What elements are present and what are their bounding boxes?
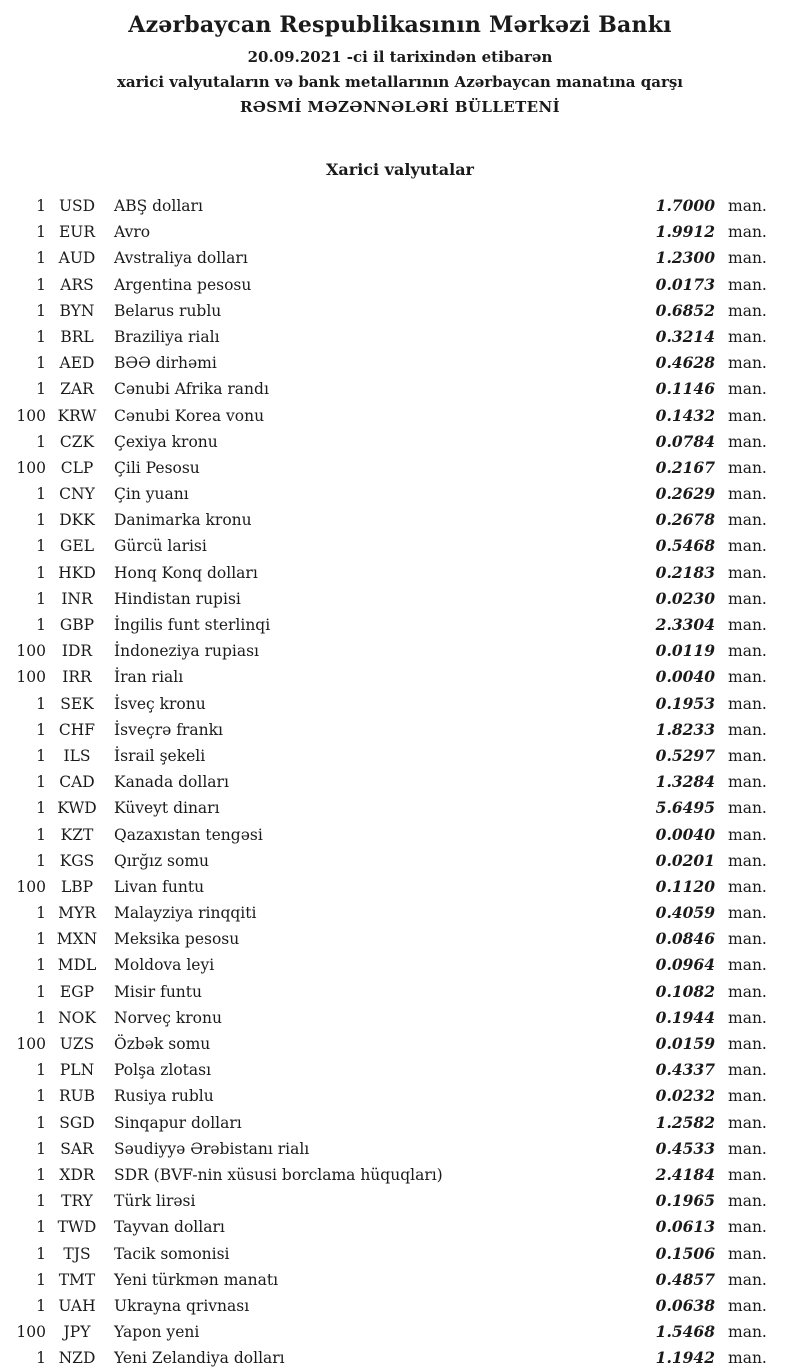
row-currency-name: Livan funtu xyxy=(114,877,205,896)
row-currency-code: CAD xyxy=(59,773,95,792)
row-unit-label: man. xyxy=(728,1008,767,1027)
row-unit-label: man. xyxy=(728,930,767,949)
row-currency-name: İndoneziya rupiası xyxy=(114,642,259,661)
row-quantity: 1 xyxy=(36,851,46,870)
table-row xyxy=(0,874,800,900)
row-unit-label: man. xyxy=(728,1139,767,1158)
row-rate-value: 0.6852 xyxy=(655,300,715,320)
row-quantity: 1 xyxy=(36,1270,46,1289)
row-rate-value: 0.0119 xyxy=(655,641,715,661)
table-row xyxy=(0,769,800,795)
row-unit-label: man. xyxy=(728,1192,767,1211)
row-currency-name: Belarus rublu xyxy=(114,301,222,320)
row-unit-label: man. xyxy=(728,746,767,765)
row-currency-code: LBP xyxy=(60,877,94,896)
row-currency-name: Səudiyyə Ərəbistanı rialı xyxy=(114,1139,310,1158)
row-unit-label: man. xyxy=(728,563,767,582)
row-currency-code: TWD xyxy=(57,1218,97,1237)
row-currency-code: ZAR xyxy=(60,380,94,399)
row-currency-code: ARS xyxy=(60,275,94,294)
table-row xyxy=(0,743,800,769)
row-unit-label: man. xyxy=(728,301,767,320)
row-quantity: 1 xyxy=(36,537,46,556)
row-currency-name: Moldova leyi xyxy=(114,956,215,975)
row-currency-name: İngilis funt sterlinqi xyxy=(114,616,271,634)
row-rate-value: 1.9912 xyxy=(655,222,715,242)
row-currency-code: CNY xyxy=(59,485,95,504)
table-row xyxy=(0,952,800,978)
row-currency-name: İsveçrə frankı xyxy=(114,720,223,739)
row-currency-name: SDR (BVF-nin xüsusi borclama hüquqları) xyxy=(114,1165,443,1184)
row-rate-value: 0.1432 xyxy=(655,405,715,425)
table-row xyxy=(0,638,800,664)
table-row xyxy=(0,822,800,848)
table-row xyxy=(0,1319,800,1345)
row-quantity: 1 xyxy=(36,1113,46,1132)
row-currency-name: Danimarka kronu xyxy=(114,511,252,530)
row-rate-value: 0.0159 xyxy=(655,1034,715,1053)
row-currency-name: Kanada dolları xyxy=(114,773,229,792)
row-quantity: 100 xyxy=(16,458,46,477)
row-unit-label: man. xyxy=(728,432,767,451)
row-currency-name: Misir funtu xyxy=(114,982,202,1001)
row-unit-label: man. xyxy=(728,485,767,504)
row-rate-value: 0.2629 xyxy=(655,484,715,504)
row-quantity: 1 xyxy=(36,1139,46,1158)
table-row xyxy=(0,1083,800,1109)
row-unit-label: man. xyxy=(728,877,767,896)
row-currency-name: Malayziya rinqqiti xyxy=(114,904,257,923)
row-unit-label: man. xyxy=(728,380,767,399)
row-currency-code: MDL xyxy=(57,956,97,975)
table-row xyxy=(0,612,800,638)
row-currency-code: TJS xyxy=(63,1244,91,1263)
table-row xyxy=(0,507,800,533)
row-quantity: 1 xyxy=(36,930,46,949)
row-rate-value: 1.7000 xyxy=(655,196,715,215)
row-quantity: 1 xyxy=(36,327,46,346)
row-quantity: 1 xyxy=(36,1192,46,1211)
row-quantity: 1 xyxy=(36,432,46,451)
row-currency-code: KRW xyxy=(57,406,97,425)
row-quantity: 1 xyxy=(36,1087,46,1106)
row-quantity: 1 xyxy=(36,249,46,268)
row-unit-label: man. xyxy=(728,642,767,661)
table-row xyxy=(0,691,800,717)
table-row xyxy=(0,455,800,481)
row-rate-value: 2.3304 xyxy=(655,615,715,634)
row-quantity: 100 xyxy=(16,406,46,425)
row-currency-code: XDR xyxy=(59,1165,95,1184)
row-unit-label: man. xyxy=(728,904,767,923)
row-currency-code: UAH xyxy=(58,1296,96,1315)
row-unit-label: man. xyxy=(728,1349,767,1368)
row-currency-name: Çin yuanı xyxy=(114,485,189,504)
table-row xyxy=(0,1267,800,1293)
row-currency-name: Norveç kronu xyxy=(114,1008,222,1027)
row-currency-code: INR xyxy=(61,589,93,608)
row-quantity: 1 xyxy=(36,380,46,399)
row-rate-value: 0.3214 xyxy=(655,326,715,346)
row-currency-code: RUB xyxy=(58,1087,96,1106)
row-currency-name: Çexiya kronu xyxy=(114,432,218,451)
row-quantity: 1 xyxy=(36,275,46,294)
row-quantity: 100 xyxy=(16,1323,46,1342)
row-quantity: 1 xyxy=(36,720,46,739)
row-rate-value: 2.4184 xyxy=(655,1164,715,1184)
table-row xyxy=(0,1031,800,1057)
row-currency-name: Yeni türkmən manatı xyxy=(114,1270,279,1289)
row-currency-name: Yapon yeni xyxy=(114,1323,200,1342)
table-row xyxy=(0,1293,800,1319)
row-rate-value: 0.1953 xyxy=(655,693,715,713)
scope-line: xarici valyutaların və bank metallarının Azərbaycan manatına qarşı xyxy=(116,73,684,91)
row-currency-code: BRL xyxy=(60,327,94,346)
row-unit-label: man. xyxy=(728,1218,767,1237)
row-unit-label: man. xyxy=(728,1061,767,1080)
table-row xyxy=(0,795,800,821)
table-row xyxy=(0,1057,800,1083)
row-currency-name: Yeni Zelandiya dolları xyxy=(114,1349,285,1368)
row-unit-label: man. xyxy=(728,406,767,425)
row-unit-label: man. xyxy=(728,1087,767,1106)
row-rate-value: 0.0173 xyxy=(655,274,715,294)
row-currency-name: Türk lirəsi xyxy=(114,1192,196,1211)
row-rate-value: 1.2300 xyxy=(655,248,715,268)
row-currency-name: Argentina pesosu xyxy=(114,275,252,294)
row-rate-value: 0.0232 xyxy=(655,1086,715,1106)
table-row xyxy=(0,193,800,219)
row-currency-code: CZK xyxy=(59,432,95,451)
table-row xyxy=(0,1110,800,1136)
row-currency-code: SGD xyxy=(59,1113,95,1132)
row-rate-value: 0.4857 xyxy=(655,1269,715,1289)
table-row xyxy=(0,429,800,455)
row-currency-name: Sinqapur dolları xyxy=(114,1113,242,1132)
row-rate-value: 0.1082 xyxy=(655,981,715,1001)
row-currency-name: Meksika pesosu xyxy=(114,930,240,949)
row-currency-name: İsrail şekeli xyxy=(114,746,206,765)
row-currency-code: USD xyxy=(58,197,96,215)
row-currency-code: TRY xyxy=(61,1192,93,1211)
row-quantity: 1 xyxy=(36,616,46,634)
row-currency-code: CHF xyxy=(58,720,96,739)
bulletin-title-line: RƏSMİ MƏZƏNNƏLƏRİ BÜLLETENİ xyxy=(239,98,561,116)
row-currency-code: MYR xyxy=(58,904,96,923)
row-rate-value: 0.5297 xyxy=(655,745,715,765)
row-unit-label: man. xyxy=(728,799,767,818)
table-row xyxy=(0,298,800,324)
row-quantity: 1 xyxy=(36,1244,46,1263)
row-currency-code: HKD xyxy=(58,563,96,582)
page-title: Azərbaycan Respublikasının Mərkəzi Bankı xyxy=(128,12,672,38)
row-currency-code: GEL xyxy=(60,537,94,556)
row-currency-code: NOK xyxy=(58,1008,96,1027)
effective-date-line: 20.09.2021 -ci il tarixindən etibarən xyxy=(247,48,553,66)
table-row xyxy=(0,1345,800,1371)
row-rate-value: 0.4337 xyxy=(655,1060,715,1080)
row-currency-code: MXN xyxy=(56,930,98,949)
row-currency-name: Honq Konq dolları xyxy=(114,563,258,582)
row-currency-code: EGP xyxy=(59,982,95,1001)
row-rate-value: 0.0613 xyxy=(655,1217,715,1237)
table-row xyxy=(0,245,800,271)
row-quantity: 100 xyxy=(16,668,46,687)
row-currency-code: EUR xyxy=(58,223,96,242)
row-currency-name: Tayvan dolları xyxy=(114,1218,225,1237)
row-rate-value: 1.8233 xyxy=(655,719,715,739)
row-rate-value: 0.2167 xyxy=(655,457,715,477)
table-row xyxy=(0,926,800,952)
row-unit-label: man. xyxy=(728,275,767,294)
row-unit-label: man. xyxy=(728,616,767,634)
row-quantity: 1 xyxy=(36,694,46,713)
row-quantity: 1 xyxy=(36,1165,46,1184)
row-rate-value: 1.1942 xyxy=(655,1348,715,1368)
row-currency-name: Qırğız somu xyxy=(114,851,210,870)
row-currency-code: NZD xyxy=(58,1349,96,1368)
row-currency-name: Cənubi Afrika randı xyxy=(114,380,269,399)
row-rate-value: 0.2678 xyxy=(655,510,715,530)
row-currency-name: Özbək somu xyxy=(114,1035,211,1053)
row-currency-name: Avro xyxy=(114,223,151,242)
table-row xyxy=(0,848,800,874)
row-quantity: 1 xyxy=(36,982,46,1001)
row-quantity: 100 xyxy=(16,1035,46,1053)
section-title-foreign-currencies: Xarici valyutalar xyxy=(326,160,474,179)
row-currency-code: TMT xyxy=(58,1270,96,1289)
table-row xyxy=(0,272,800,298)
row-unit-label: man. xyxy=(728,537,767,556)
row-rate-value: 0.4533 xyxy=(655,1138,715,1158)
row-unit-label: man. xyxy=(728,773,767,792)
row-currency-name: İsveç kronu xyxy=(114,694,206,713)
row-currency-name: BƏƏ dirhəmi xyxy=(114,354,217,373)
row-rate-value: 0.2183 xyxy=(655,562,715,582)
row-rate-value: 5.6495 xyxy=(655,798,715,818)
row-currency-name: Ukrayna qrivnası xyxy=(114,1296,250,1315)
table-row xyxy=(0,717,800,743)
row-unit-label: man. xyxy=(728,1113,767,1132)
row-currency-code: KWD xyxy=(57,799,97,818)
table-row xyxy=(0,560,800,586)
row-unit-label: man. xyxy=(728,1035,767,1053)
row-currency-code: JPY xyxy=(63,1323,91,1342)
table-row xyxy=(0,1241,800,1267)
row-unit-label: man. xyxy=(728,458,767,477)
row-currency-code: PLN xyxy=(59,1061,95,1080)
row-unit-label: man. xyxy=(728,1270,767,1289)
row-currency-name: Tacik somonisi xyxy=(114,1244,230,1263)
row-unit-label: man. xyxy=(728,956,767,975)
table-row xyxy=(0,979,800,1005)
table-row xyxy=(0,350,800,376)
row-rate-value: 1.5468 xyxy=(655,1322,715,1342)
row-unit-label: man. xyxy=(728,1244,767,1263)
row-currency-code: KZT xyxy=(60,825,94,844)
table-row xyxy=(0,219,800,245)
row-rate-value: 0.0230 xyxy=(655,588,715,608)
row-currency-name: Braziliya rialı xyxy=(114,327,220,346)
row-currency-code: ILS xyxy=(63,746,91,765)
row-currency-code: CLP xyxy=(60,458,94,477)
row-quantity: 1 xyxy=(36,1296,46,1315)
row-quantity: 1 xyxy=(36,1218,46,1237)
row-currency-name: Küveyt dinarı xyxy=(114,799,220,818)
table-row xyxy=(0,664,800,690)
row-currency-code: DKK xyxy=(59,511,95,530)
row-unit-label: man. xyxy=(728,851,767,870)
table-row xyxy=(0,586,800,612)
row-unit-label: man. xyxy=(728,668,767,687)
row-rate-value: 0.0201 xyxy=(655,850,715,870)
row-unit-label: man. xyxy=(728,223,767,242)
row-unit-label: man. xyxy=(728,1323,767,1342)
row-currency-name: İran rialı xyxy=(114,668,184,687)
row-rate-value: 0.1146 xyxy=(655,379,715,399)
row-rate-value: 0.1944 xyxy=(655,1007,715,1027)
table-row xyxy=(0,1162,800,1188)
row-currency-name: Rusiya rublu xyxy=(114,1087,214,1106)
row-unit-label: man. xyxy=(728,511,767,530)
row-quantity: 1 xyxy=(36,1061,46,1080)
row-quantity: 1 xyxy=(36,825,46,844)
row-quantity: 1 xyxy=(36,589,46,608)
row-currency-name: Cənubi Korea vonu xyxy=(114,406,265,425)
row-currency-name: Çili Pesosu xyxy=(114,458,200,477)
table-row xyxy=(0,900,800,926)
row-quantity: 1 xyxy=(36,773,46,792)
row-unit-label: man. xyxy=(728,197,767,215)
table-row xyxy=(0,324,800,350)
row-quantity: 1 xyxy=(36,223,46,242)
row-currency-name: Qazaxıstan tengəsi xyxy=(114,825,263,844)
row-unit-label: man. xyxy=(728,825,767,844)
row-currency-name: Hindistan rupisi xyxy=(114,589,241,608)
table-row xyxy=(0,1214,800,1240)
row-unit-label: man. xyxy=(728,720,767,739)
table-row xyxy=(0,481,800,507)
row-rate-value: 1.2582 xyxy=(655,1112,715,1132)
row-currency-code: IRR xyxy=(62,668,92,687)
table-row xyxy=(0,376,800,402)
row-rate-value: 0.0846 xyxy=(655,929,715,949)
row-quantity: 1 xyxy=(36,956,46,975)
row-rate-value: 0.1965 xyxy=(655,1191,715,1211)
table-row xyxy=(0,1188,800,1214)
row-rate-value: 1.3284 xyxy=(655,772,715,792)
row-rate-value: 0.5468 xyxy=(655,536,715,556)
row-rate-value: 0.4059 xyxy=(655,903,715,923)
row-currency-code: AED xyxy=(59,354,95,373)
table-row xyxy=(0,533,800,559)
row-currency-code: SAR xyxy=(60,1139,94,1158)
row-unit-label: man. xyxy=(728,1165,767,1184)
table-row xyxy=(0,1005,800,1031)
row-currency-code: AUD xyxy=(58,249,96,268)
row-quantity: 1 xyxy=(36,354,46,373)
row-currency-name: ABŞ dolları xyxy=(114,197,203,215)
row-currency-name: Avstraliya dolları xyxy=(114,249,248,268)
rates-table xyxy=(0,193,800,1371)
row-currency-name: Gürcü larisi xyxy=(114,537,207,556)
row-unit-label: man. xyxy=(728,982,767,1001)
row-quantity: 1 xyxy=(36,197,46,215)
row-currency-code: KGS xyxy=(59,851,95,870)
row-unit-label: man. xyxy=(728,694,767,713)
row-currency-code: SEK xyxy=(60,694,94,713)
row-rate-value: 0.0784 xyxy=(655,431,715,451)
row-quantity: 1 xyxy=(36,563,46,582)
row-quantity: 1 xyxy=(36,799,46,818)
row-unit-label: man. xyxy=(728,589,767,608)
row-rate-value: 0.0964 xyxy=(655,955,715,975)
row-currency-code: IDR xyxy=(61,642,93,661)
table-row xyxy=(0,1136,800,1162)
row-unit-label: man. xyxy=(728,1296,767,1315)
row-rate-value: 0.1120 xyxy=(655,876,715,896)
row-quantity: 1 xyxy=(36,746,46,765)
row-rate-value: 0.0040 xyxy=(655,667,715,687)
row-currency-code: GBP xyxy=(59,616,95,634)
row-rate-value: 0.0040 xyxy=(655,824,715,844)
row-quantity: 1 xyxy=(36,904,46,923)
table-row xyxy=(0,403,800,429)
row-currency-name: Polşa zlotası xyxy=(114,1061,212,1080)
row-quantity: 1 xyxy=(36,485,46,504)
row-quantity: 1 xyxy=(36,301,46,320)
row-currency-code: UZS xyxy=(59,1035,95,1053)
row-quantity: 1 xyxy=(36,1008,46,1027)
row-unit-label: man. xyxy=(728,249,767,268)
row-currency-code: BYN xyxy=(59,301,95,320)
row-quantity: 1 xyxy=(36,1349,46,1368)
row-quantity: 100 xyxy=(16,642,46,661)
row-quantity: 100 xyxy=(16,877,46,896)
row-rate-value: 0.1506 xyxy=(655,1243,715,1263)
row-unit-label: man. xyxy=(728,354,767,373)
row-unit-label: man. xyxy=(728,327,767,346)
row-rate-value: 0.4628 xyxy=(655,353,715,373)
row-rate-value: 0.0638 xyxy=(655,1295,715,1315)
row-quantity: 1 xyxy=(36,511,46,530)
